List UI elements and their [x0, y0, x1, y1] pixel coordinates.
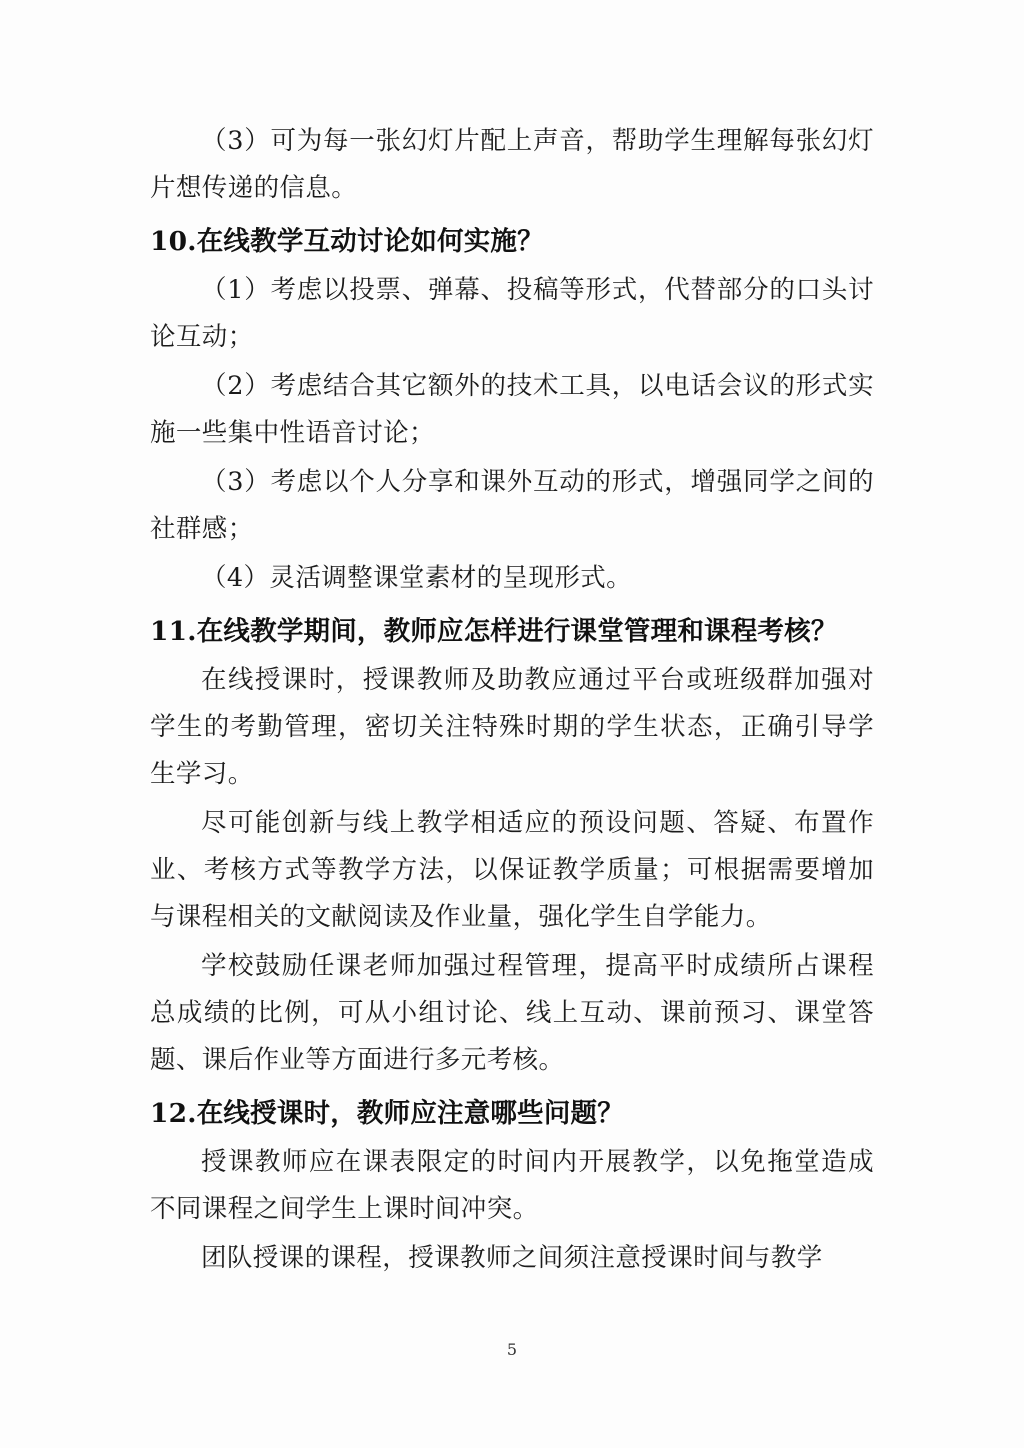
paragraph: （3）考虑以个人分享和课外互动的形式，增强同学之间的社群感； — [150, 467, 874, 544]
question-heading-text: 在线教学互动讨论如何实施？ — [196, 226, 544, 257]
paragraph: 学校鼓励任课老师加强过程管理，提高平时成绩所占课程总成绩的比例，可从小组讨论、线上互动、课前预习、课堂答题、课后作业等方面进行多元考核。 — [150, 951, 874, 1075]
question-number: 11. — [150, 616, 197, 647]
question-heading-11 — [150, 608, 874, 655]
question-number: 10. — [150, 226, 197, 257]
question-heading-12 — [150, 1090, 874, 1137]
page-number: 5 — [506, 1340, 518, 1359]
paragraph: 在线授课时，授课教师及助教应通过平台或班级群加强对学生的考勤管理，密切关注特殊时期的学生状态，正确引导学生学习。 — [150, 665, 874, 789]
paragraph: （3）可为每一张幻灯片配上声音，帮助学生理解每张幻灯片想传递的信息。 — [150, 126, 874, 203]
paragraph: 团队授课的课程，授课教师之间须注意授课时间与教学 — [201, 1243, 823, 1273]
paragraph: （4）灵活调整课堂素材的呈现形式。 — [201, 563, 633, 593]
paragraph: 尽可能创新与线上教学相适应的预设问题、答疑、布置作业、考核方式等教学方法，以保证教学质量；可根据需要增加与课程相关的文献阅读及作业量，强化学生自学能力。 — [150, 808, 874, 932]
paragraph: 授课教师应在课表限定的时间内开展教学，以免拖堂造成不同课程之间学生上课时间冲突。 — [150, 1147, 874, 1224]
question-heading-text: 在线教学期间，教师应怎样进行课堂管理和课程考核？ — [196, 616, 838, 647]
document-body — [150, 118, 874, 1282]
question-number: 12. — [150, 1098, 197, 1129]
question-heading-10 — [150, 218, 874, 265]
question-heading-text: 在线授课时，教师应注意哪些问题？ — [196, 1098, 624, 1129]
paragraph: （1）考虑以投票、弹幕、投稿等形式，代替部分的口头讨论互动； — [150, 275, 874, 352]
paragraph: （2）考虑结合其它额外的技术工具，以电话会议的形式实施一些集中性语音讨论； — [150, 371, 874, 448]
